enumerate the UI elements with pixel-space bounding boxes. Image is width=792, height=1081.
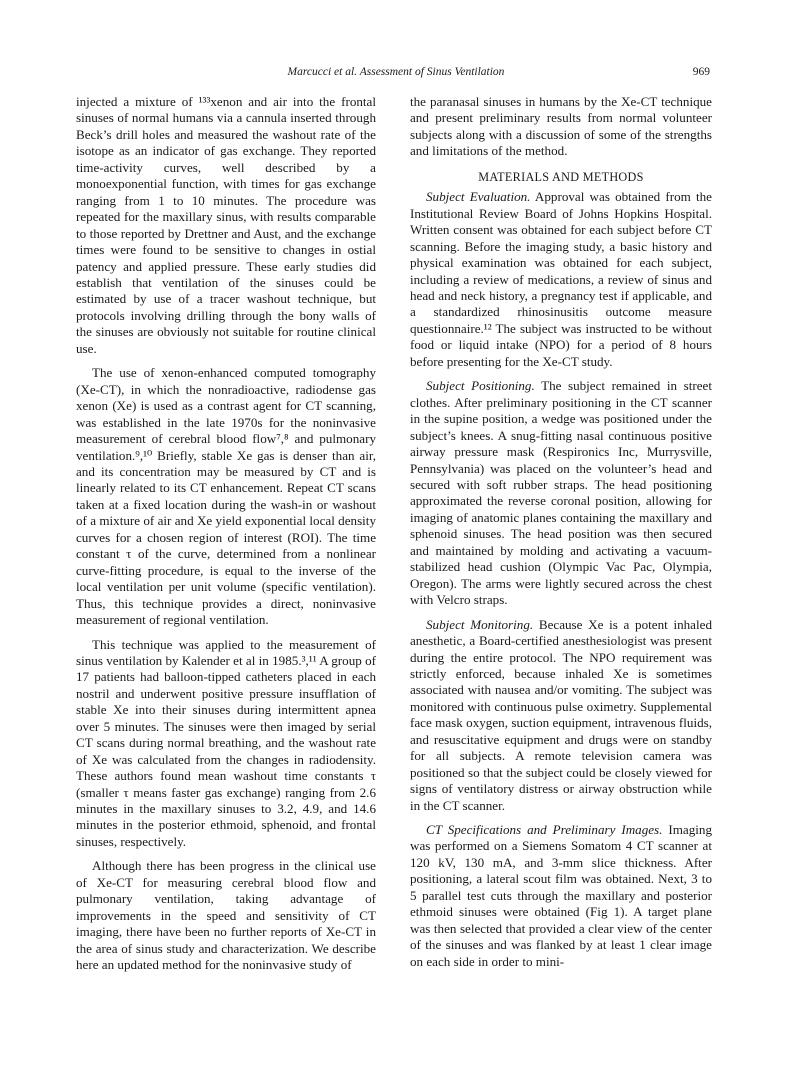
paragraph-subject-evaluation bbox=[410, 189, 712, 370]
section-heading: MATERIALS AND METHODS bbox=[478, 169, 644, 184]
paragraph-subject-monitoring bbox=[410, 617, 712, 814]
subsection-text: The subject remained in street clothes. After preliminary positioning in the CT scanner in the supine position, a wedge was positioned under the subject’s knees. A snug-fitting nasal continuous positive airway pressure mask (Respironics Inc, Murrysville, Pennsylvania) was placed on the volunteer’s head and secured with soft rubber straps. The head positioning approximated the reverse coronal position, allowing for imaging of anatomic planes containing the maxillary and sphenoid sinuses. The head position was then secured and maintained by molding and activating a vacuum-stabilized head cushion (Olympic Vac Pac, Olympia, Oregon). The arms were lightly secured across the chest with Velcro straps. bbox=[410, 378, 712, 608]
running-head: Marcucci et al. Assessment of Sinus Ventilation bbox=[287, 66, 505, 78]
right-column bbox=[410, 94, 712, 970]
paragraph: injected a mixture of ¹³³xenon and air into the frontal sinuses of normal humans via a cannula inserted through Beck’s drill holes and measured the washout rate of the isotope as an indicator of gas exchange. They reported time-activity curves, well described by a monoexponential function, with times for gas exchange ranging from 1 to 10 minutes. The procedure was repeated for the maxillary sinus, with results comparable to those reported by Drettner and Aust, and the exchange times were found to be sensitive to changes in ostial patency and applied pressure. These early studies did establish that ventilation of the sinuses could be estimated by use of a tracer washout technique, but protocols involving drilling through the bony walls of the sinuses are obviously not suitable for routine clinical use. bbox=[76, 94, 376, 356]
subsection-title: CT Specifications and Preliminary Images. bbox=[426, 822, 663, 838]
paragraph-subject-positioning bbox=[410, 378, 712, 608]
paragraph: This technique was applied to the measurement of sinus ventilation by Kalender et al in 1985.³,¹¹ A group of 17 patients had balloon-tipped catheters placed in each nostril and underwent positive pressure insufflation of stable Xe into their sinuses during intermittent apnea over 5 minutes. The sinuses were then imaged by serial CT scans during normal breathing, and the washout rate of Xe was calculated from the changes in radiodensity. These authors found mean washout time constants τ (smaller τ means faster gas exchange) ranging from 2.6 minutes in the maxillary sinuses to 3.2, 4.9, and 14.6 minutes in the posterior ethmoid, sphenoid, and frontal sinuses, respectively. bbox=[76, 636, 376, 849]
left-column bbox=[76, 94, 376, 974]
subsection-text: Approval was obtained from the Institutional Review Board of Johns Hopkins Hospital. Written consent was obtained for each subject before CT scanning. Before the imaging study, a basic history and physical examination was obtained for each subject, including a review of medications, a review of sinus and head and neck history, a pregnancy test if applicable, and a standardized rhinosinusitis outcome measure questionnaire.¹² The subject was instructed to be without food or liquid intake (NPO) for a period of 8 hours before presenting for the Xe-CT study. bbox=[410, 189, 712, 369]
subsection-text: Imaging was performed on a Siemens Somatom 4 CT scanner at 120 kV, 130 mA, and 3-mm slice thickness. After positioning, a lateral scout film was obtained. Next, 3 to 5 parallel test cuts through the maxillary and posterior ethmoid sinuses were obtained (Fig 1). A target plane was then selected that provided a clear view of the center of the sinuses and was flanked by at least 1 clear image on each side in order to mini- bbox=[410, 822, 712, 969]
page-number: 969 bbox=[692, 66, 710, 78]
paragraph: The use of xenon-enhanced computed tomography (Xe-CT), in which the nonradioactive, radiodense gas xenon (Xe) is used as a contrast agent for CT scanning, was established in the late 1970s for the noninvasive measurement of cerebral blood flow⁷,⁸ and pulmonary ventilation.⁹,¹⁰ Briefly, stable Xe gas is denser than air, and its concentration may be measured by CT and is linearly related to its CT enhancement. Repeat CT scans taken at a fixed location during the wash-in or washout of a mixture of air and Xe yield exponential local density curves for a chosen region of interest (ROI). The time constant τ of the curve, determined from a nonlinear curve-fitting procedure, is equal to the inverse of the local ventilation per unit volume (specific ventilation). Thus, this technique provides a direct, noninvasive measurement of regional ventilation. bbox=[76, 365, 376, 628]
subsection-title: Subject Evaluation. bbox=[426, 189, 531, 205]
page-header bbox=[0, 66, 792, 84]
subsection-text: Because Xe is a potent inhaled anesthetic, a Board-certified anesthesiologist was present during the entire protocol. The NPO requirement was strictly enforced, because inhaled Xe is sometimes associated with nausea and/or vomiting. The subject was monitored with continuous pulse oximetry. Supplemental face mask oxygen, suction equipment, intravenous fluids, and resuscitative equipment and drugs were on standby for all subjects. A remote television camera was positioned so that the subject could be closely viewed for signs of ventilatory distress or airway obstruction while in the CT scanner. bbox=[410, 616, 712, 813]
paragraph: the paranasal sinuses in humans by the Xe-CT technique and present preliminary results from normal volunteer subjects along with a discussion of some of the strengths and limitations of the method. bbox=[410, 94, 712, 159]
paragraph-ct-specifications bbox=[410, 822, 712, 970]
subsection-title: Subject Monitoring. bbox=[426, 616, 534, 632]
subsection-title: Subject Positioning. bbox=[426, 378, 535, 394]
paragraph: Although there has been progress in the clinical use of Xe-CT for measuring cerebral blood flow and pulmonary ventilation, taking advantage of improvements in the speed and sensitivity of CT imaging, there have been no further reports of Xe-CT in the area of sinus study and characterization. We describe here an updated method for the noninvasive study of bbox=[76, 858, 376, 973]
